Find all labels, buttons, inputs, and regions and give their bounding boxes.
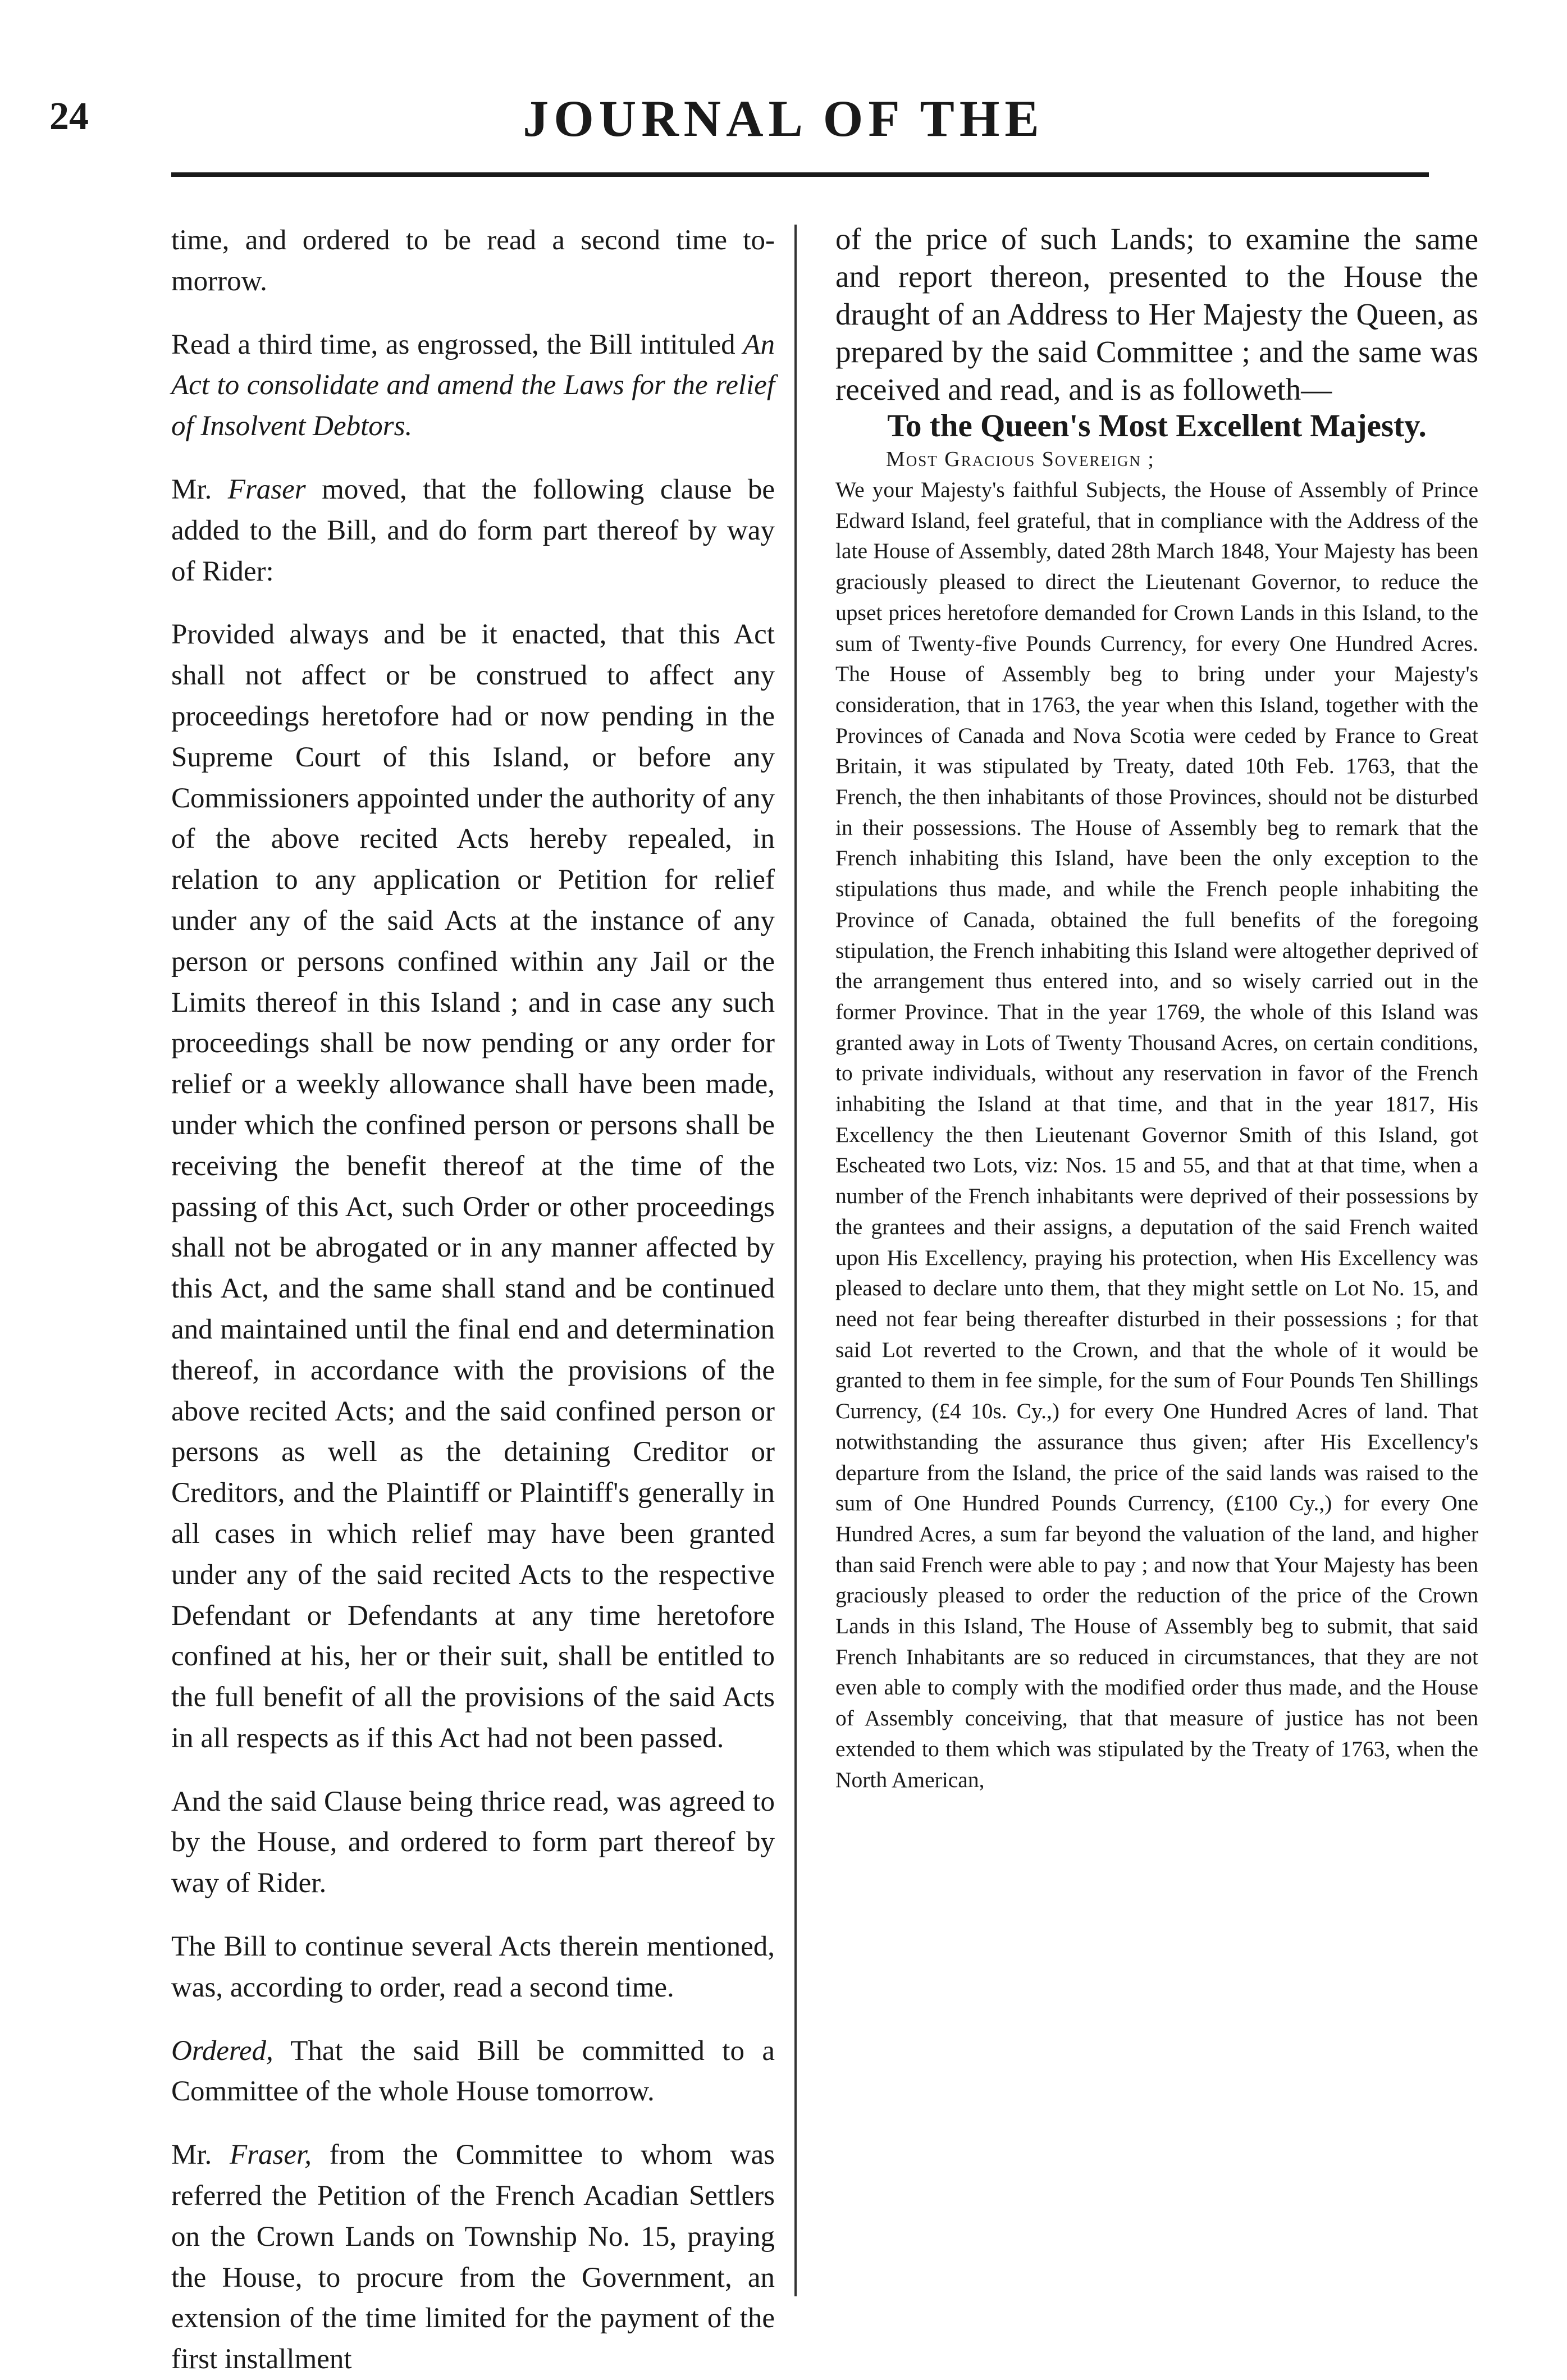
column-divider [794, 225, 797, 2296]
address-title: To the Queen's Most Excellent Majesty. [887, 408, 1427, 444]
running-title: JOURNAL OF THE [523, 90, 1044, 147]
ordered-label: Ordered, [171, 2035, 273, 2067]
text-run: Mr. [171, 473, 228, 505]
text-run: moved, that the following clause be added to the Bill, and do form part thereof by way of Rider: [171, 473, 775, 587]
header-rule [171, 172, 1429, 177]
text-run: Mr. [171, 2139, 230, 2171]
paragraph-fraser-moved [171, 469, 775, 592]
address-salutation: Most Gracious Sovereign ; [886, 447, 1155, 471]
paragraph-committee-report [171, 2135, 775, 2380]
text-run: That the said Bill be committed to a Committee of the whole House tomorrow. [171, 2035, 775, 2108]
left-column [171, 220, 775, 2380]
right-column [835, 220, 1478, 1795]
paragraph-continue-bill: The Bill to continue several Acts therein mentioned, was, according to order, read a second time. [171, 1931, 775, 2003]
page-number: 24 [49, 95, 89, 138]
address-body: We your Majesty's faithful Subjects, the House of Assembly of Prince Edward Island, feel grateful, that in compliance with the Address of the late House of Assembly, dated 28th March 1848, Your Majesty has been graciously pleased to direct the Lieutenant Governor, to reduce the upset prices heretofore demanded for Crown Lands in this Island, to the sum of Twenty-five Pounds Currency, for every One Hundred Acres. The House of Assembly beg to bring under your Majesty's consideration, that in 1763, the year when this Island, together with the Provinces of Canada and Nova Scotia were ceded by France to Great Britain, it was stipulated by Treaty, dated 10th Feb. 1763, that the French, the then inhabitants of those Provinces, should not be disturbed in their possessions. The House of Assembly beg to remark that the French inhabiting this Island, have been the only exception to the stipulations thus made, and while the French people inhabiting the Province of Canada, obtained the full benefits of the foregoing stipulation, the French inhabiting this Island were altogether deprived of the arrangement thus entered into, and so wisely carried out in the former Province. That in the year 1769, the whole of this Island was granted away in Lots of Twenty Thousand Acres, on certain conditions, to private individuals, without any reservation in favor of the French inhabiting the Island at that time, and that in the year 1817, His Excellency the then Lieutenant Governor Smith of this Island, got Escheated two Lots, viz: Nos. 15 and 55, and that at that time, when a number of the French inhabitants were deprived of their possessions by the grantees and their assigns, a deputation of the said French waited upon His Excellency, praying his protection, when His Excellency was pleased to declare unto them, that they might settle on Lot No. 15, and need not fear being thereafter disturbed in their possessions ; for that said Lot reverted to the Crown, and that the whole of it would be granted to them in fee simple, for the sum of Four Pounds Ten Shillings Currency, (£4 10s. Cy.,) for every One Hundred Acres of land. That notwithstanding the assurance thus given; after His Excellency's departure from the Island, the price of the said lands was raised to the sum of One Hundred Pounds Currency, (£100 Cy.,) for every One Hundred Acres, a sum far beyond the valuation of the land, and higher than said French were able to pay ; and now that Your Majesty has been graciously pleased to order the reduction of the price of the Crown Lands in this Island, The House of Assembly beg to submit, that said French Inhabitants are so reduced in circumstances, that they are not even able to comply with the modified order thus made, and the House of Assembly conceiving, that that measure of justice has not been extended to them which was stipulated by the Treaty of 1763, when the North American, [835, 477, 1478, 1792]
text-run: from the Committee to whom was referred the Petition of the French Acadian Settlers on the Crown Lands on Township No. 15, praying the House, to procure from the Government, an extension of the time limited for the payment of the first installment [171, 2139, 775, 2376]
bill-title: An Act to consolidate and amend the Laws for the relief of Insolvent Debtors. [171, 328, 775, 442]
member-name: Fraser, [230, 2139, 312, 2171]
text-run: Read a third time, as engrossed, the Bill intituled [171, 328, 743, 360]
paragraph-second-reading: time, and ordered to be read a second time to-morrow. [171, 225, 775, 297]
member-name: Fraser [227, 473, 306, 505]
paragraph-continuation: of the price of such Lands; to examine the same and report thereon, presented to the House the draught of an Address to Her Majesty the Queen, as prepared by the said Committee ; and the same was received and read, and is as followeth— [835, 222, 1478, 406]
paragraph-ordered [171, 2031, 775, 2113]
paragraph-rider-clause: Provided always and be it enacted, that this Act shall not affect or be construed to affect any proceedings heretofore had or now pending in the Supreme Court of this Island, or before any Commissioners appointed under the authority of any of the above recited Acts hereby repealed, in relation to any application or Petition for relief under any of the said Acts at the instance of any person or persons confined within any Jail or the Limits thereof in this Island ; and in case any such proceedings shall be now pending or any order for relief or a weekly allowance shall have been made, under which the confined person or persons shall be receiving the benefit thereof at the time of the passing of this Act, such Order or other proceedings shall not be abrogated or in any manner affected by this Act, and the same shall stand and be continued and maintained until the final end and determination thereof, in accordance with the provisions of the above recited Acts; and the said confined person or persons as well as the detaining Creditor or Creditors, and the Plaintiff or Plaintiff's generally in all cases in which relief may have been granted under any of the said recited Acts to the respective Defendant or Defendants at any time heretofore confined at his, her or their suit, shall be entitled to the full benefit of all the provisions of the said Acts in all respects as if this Act had not been passed. [171, 619, 775, 1754]
paragraph-third-reading [171, 325, 775, 447]
paragraph-clause-agreed: And the said Clause being thrice read, was agreed to by the House, and ordered to form part thereof by way of Rider. [171, 1785, 775, 1899]
